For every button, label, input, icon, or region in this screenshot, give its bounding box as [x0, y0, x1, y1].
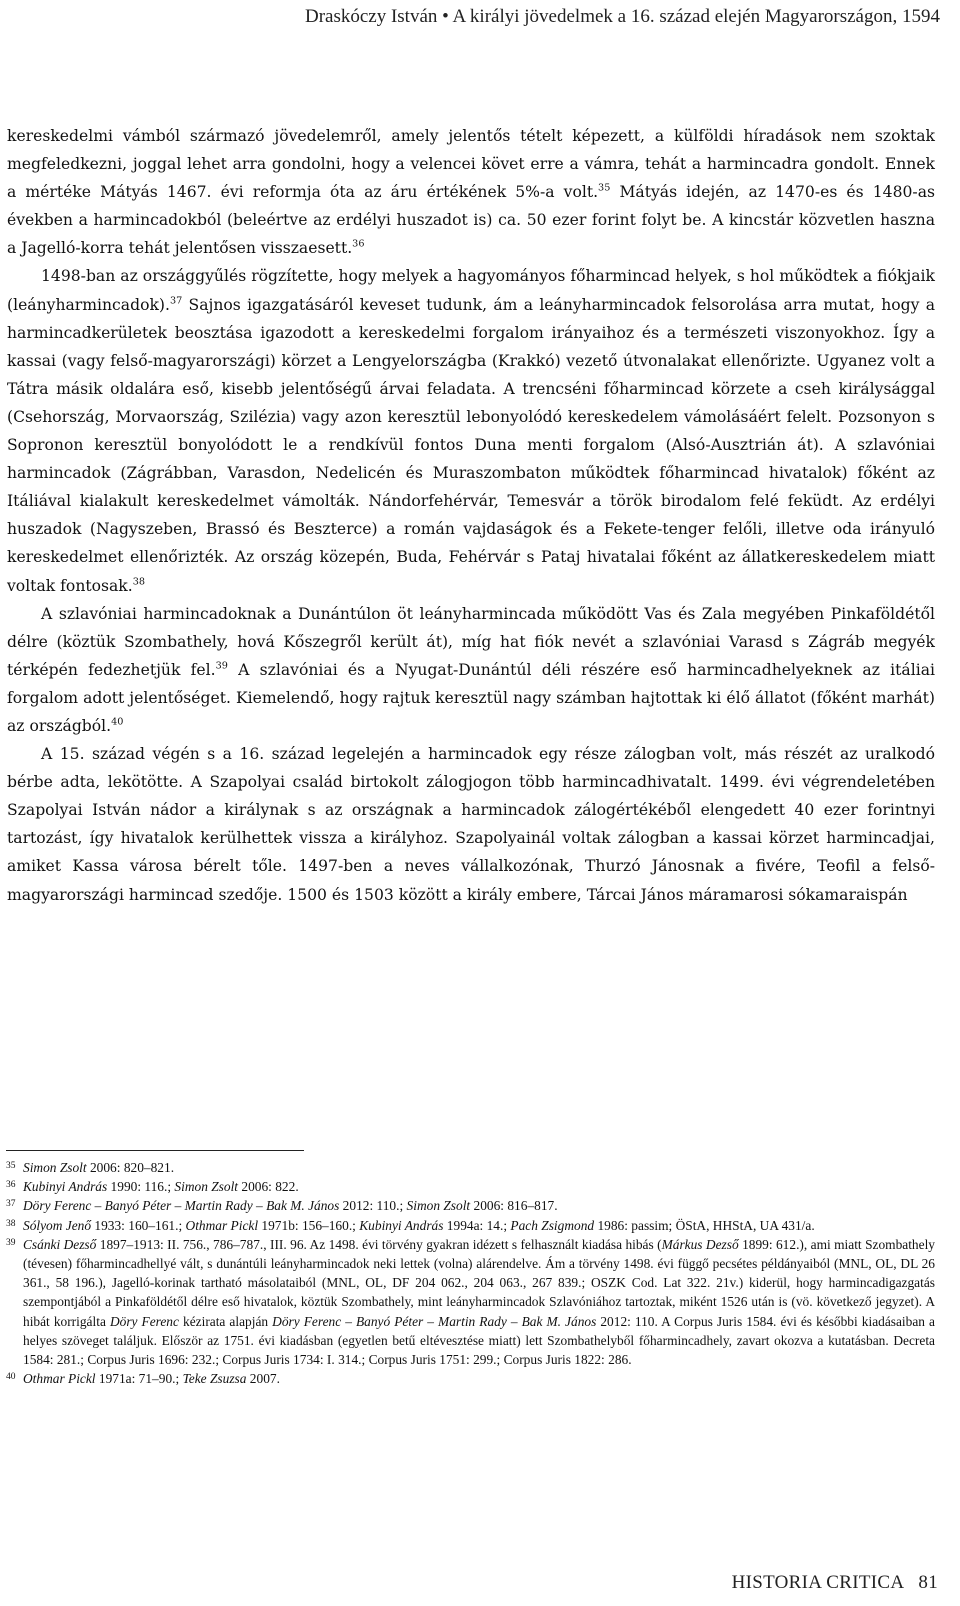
footnote-number: 35	[6, 1161, 16, 1171]
footnote-author: Döry Ferenc – Banyó Péter – Martin Rady – Bak M. János	[23, 1198, 340, 1214]
footnote-text: 2006: 822.	[238, 1179, 299, 1195]
footnote-37	[6, 1196, 935, 1215]
page-footer	[732, 1572, 938, 1594]
paragraph-2-text-a: 1498-ban az országgyűlés rögzítette, hogy melyek a hagyományos főharmincad helyek, s hol működtek a fiókjaik (leányharmincadok).	[7, 267, 935, 314]
footnote-author: Pach Zsigmond	[510, 1217, 595, 1233]
paragraph-2-text-b: Sajnos igazgatásáról keveset tudunk, ám a leányharmincadok felsorolása arra mutat, hogy a harmincadkerületek beosztása igazodott a kereskedelmi forgalom irányaihoz és a természeti viszonyokhoz. Így a kassai (vagy felső-magyarországi) körzet a Lengyelországba (Krakkó) vezető útvonalakat ellenőrizte. Ugyanez volt a Tátra másik oldalára eső, kisebb jelentőségű árvai feladata. A trencséni főharmincad körzete a cseh királysággal (Csehország, Morvaország, Szilézia) vagy azon keresztül lebonyolódó kereskedelem vámolásáért felelt. Pozsonyon s Sopronon keresztül bonyolódott le a rendkívül fontos Duna menti forgalom (Alsó-Ausztrián át). A szlavóniai harmincadok (Zágrábban, Varasdon, Nedelicén és Muraszombaton működtek főharmincad hivatalok) főként az Itáliával kialakult kereskedelmet vámolták. Nándorfehérvár, Temesvár a török birodalom felé feküdt. Az erdélyi huszadok (Nagyszeben, Brassó és Beszterce) a román vajdaságok és a Fekete-tenger felőli, illetve oda irányuló kereskedelmet ellenőrizték. Az ország közepén, Buda, Fehérvár s Pataj hivatalai főként az állatkereskedelem miatt voltak fontosak.	[7, 295, 935, 595]
footnote-ref-37[interactable]: 37	[169, 295, 183, 307]
paragraph-3	[7, 600, 935, 740]
footnote-author: Márkus Dezső	[661, 1236, 739, 1252]
paragraph-4-text: A 15. század végén s a 16. század legelején a harmincadok egy része zálogban volt, más részét az uralkodó bérbe adta, lekötötte. A Szapolyai család birtokolt zálogjogon több harmincadhivatalt. 1499. évi végrendeletében Szapolyai István nádor a királynak s az országnak a harmincadok zálogértékéből elengedett 40 ezer forintnyi tartozást, így hivatalok kerülhettek vissza a királyhoz. Szapolyainál voltak zálogban a kassai körzet harmincadjai, amiket Kassa városa bérelt tőle. 1497-ben a neves vállalkozónak, Thurzó Jánosnak a fivére, Teofil a felső-magyarországi harmincad szedője. 1500 és 1503 között a király embere, Tárcai János máramarosi sókamaraispán	[7, 745, 935, 904]
journal-name: HISTORIA CRITICA	[731, 1572, 905, 1593]
footnote-36	[6, 1177, 935, 1196]
footnote-author: Csánki Dezső	[23, 1236, 97, 1252]
footnote-text: 1971a: 71–90.;	[95, 1371, 183, 1387]
paragraph-1	[7, 122, 935, 262]
footnote-author: Kubinyi András	[23, 1179, 108, 1195]
paragraph-1-text-a: kereskedelmi vámból származó jövedelemről, amely jelentős tételt képezett, a külföldi híradások nem szoktak megfeledkezni, joggal lehet arra gondolni, hogy a velencei követ erre a vámra, tehát a harmincadra gondolt. Ennek a mértéke Mátyás 1467. évi reformja óta az áru értékének 5%-a volt.	[7, 127, 935, 202]
footnote-38	[6, 1216, 935, 1235]
footnote-text: 1994a: 14.;	[443, 1217, 511, 1233]
footnote-author: Othmar Pickl	[185, 1217, 259, 1233]
paragraph-2	[7, 262, 935, 599]
footnote-number: 39	[6, 1237, 16, 1248]
footnote-text: 2012: 110.;	[339, 1198, 407, 1214]
footnote-text: 2007.	[246, 1371, 280, 1387]
footnote-ref-35[interactable]: 35	[598, 182, 611, 194]
footnote-text: 2006: 820–821.	[86, 1160, 175, 1175]
footnote-text: 1990: 116.;	[107, 1179, 175, 1195]
footnote-ref-40[interactable]: 40	[111, 716, 124, 728]
footnote-text: 1897–1913: II. 756., 786–787., III. 96. Az 1498. évi törvény gyakran idézett s felhasznált kiadása hibás (	[96, 1236, 662, 1252]
footnote-author: Döry Ferenc	[109, 1313, 179, 1329]
paragraph-4	[7, 740, 935, 909]
footnotes	[6, 1158, 935, 1388]
footnote-number: 36	[6, 1180, 16, 1191]
footnote-author: Sólyom Jenő	[23, 1217, 92, 1233]
footnote-ref-39[interactable]: 39	[215, 660, 228, 672]
footnote-author: Simon Zsolt	[23, 1160, 87, 1175]
footnote-number: 40	[6, 1372, 16, 1383]
footnote-author: Simon Zsolt	[406, 1198, 471, 1214]
footnote-author: Simon Zsolt	[174, 1179, 239, 1195]
footnote-text: 2012: 110. A Corpus Juris 1584. évi és későbbi kiadásaiban a helyes szöveget találjuk. Először az 1751. évi kiadásban (egyetlen betű eltévesztése miatt) lett Szombathelyből főharmincadhely, zavart okozva a kutatásban. Decreta 1584: 281.; Corpus Juris 1696: 232.; Corpus Juris 1734: I. 314.; Corpus Juris 1751: 299.; Corpus Juris 1822: 286.	[23, 1313, 935, 1368]
page-number: 81	[918, 1572, 938, 1593]
footnote-ref-36[interactable]: 36	[352, 239, 365, 251]
footnote-text: 2006: 816–817.	[470, 1198, 558, 1214]
footnote-author: Teke Zsuzsa	[182, 1371, 247, 1387]
footnote-text: 1899: 612.), ami miatt Szombathely (tévesen) főharmincadhellyé vált, s dunántúli leányharmincadok neki lettek (volna) alárendelve. Ám a törvény 1498. évi függő pecsétes példányaiból (MNL, OL, DL 26 361., 58 196.), Jagelló-korinak tartható másolataiból (MNL, OL, DF 204 062., 204 063., 267 839.; OSZK Cod. Lat 322. 21v.) kiderül, hogy harmincadigazgatás szempontjából a Pinkaföldétől délre eső hivatalok, köztük Szombathely, mint leányharmincadok Szlavóniához tartoztak, miként 1526 után is (vö. következő jegyzet). A hibát korrigálta	[23, 1236, 935, 1329]
footnote-divider	[6, 1150, 304, 1151]
footnote-number: 38	[6, 1218, 16, 1229]
footnote-author: Döry Ferenc – Banyó Péter – Martin Rady – Bak M. János	[272, 1313, 597, 1329]
footnote-39	[6, 1235, 935, 1369]
main-text	[7, 122, 935, 909]
footnote-text: 1933: 160–161.;	[91, 1217, 186, 1233]
footnote-40	[6, 1369, 935, 1388]
paragraph-1-text-b: Mátyás idején, az 1470-es és 1480-as években a harmincadokból (beleértve az erdélyi huszadot is) ca. 50 ezer forint folyt be. A kincstár közvetlen haszna a Jagelló-korra tehát jelentősen visszaesett.	[7, 183, 935, 258]
footnote-number: 37	[6, 1199, 16, 1210]
footnote-text: 1971b: 156–160.;	[258, 1217, 360, 1233]
paragraph-3-text-b: A szlavóniai és a Nyugat-Dunántúl déli részére eső harmincadhelyeknek az itáliai forgalom adott jelentőséget. Kiemelendő, hogy rajtuk keresztül nagy számban hajtottak ki élő állatot (főként marhát) az országból.	[7, 660, 935, 735]
footnote-ref-38[interactable]: 38	[132, 576, 146, 588]
footnote-text: 1986: passim; ÖStA, HHStA, UA 431/a.	[594, 1217, 815, 1233]
footnote-35	[6, 1158, 935, 1177]
footnote-text: kézirata alapján	[178, 1313, 273, 1329]
footnote-author: Kubinyi András	[359, 1217, 444, 1233]
footnote-author: Othmar Pickl	[23, 1371, 96, 1387]
paragraph-3-text-a: A szlavóniai harmincadoknak a Dunántúlon öt leányharmincada működött Vas és Zala megyében Pinkaföldétől délre (köztük Szombathely, hová Kőszegről került át), míg hat fiók nevét a szlavóniai Varasd s Zágráb megyék térképén fedezhetjük fel.	[7, 604, 935, 679]
running-head: Draskóczy István • A királyi jövedelmek a 16. század elején Magyarországon, 1594	[304, 6, 940, 27]
